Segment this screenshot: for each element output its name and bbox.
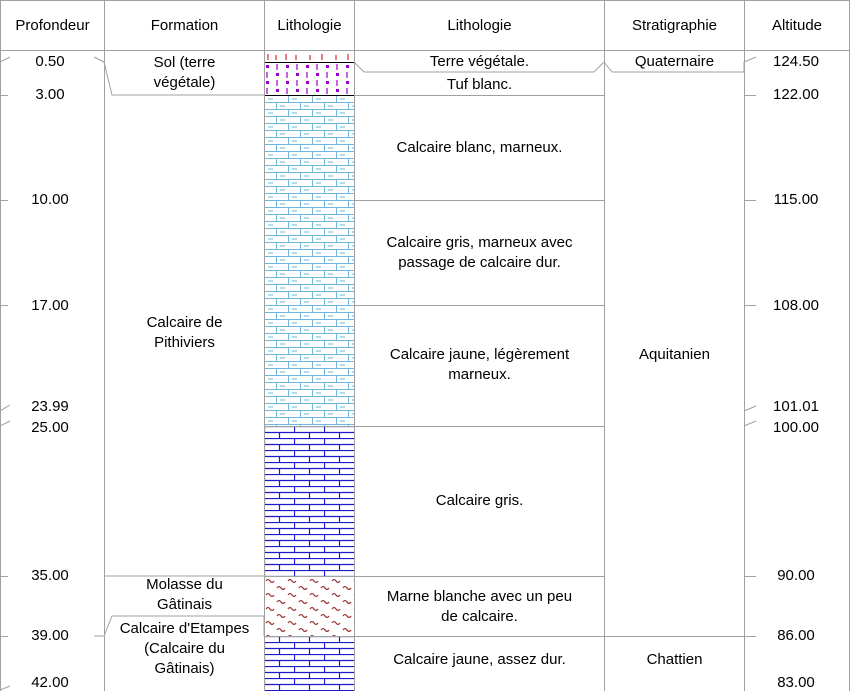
depth-label: 0.50 — [35, 53, 65, 70]
formation-etampes: Calcaire d'Etampes (Calcaire du Gâtinais) — [119, 620, 250, 677]
lithology-description: Calcaire blanc, marneux. — [396, 139, 563, 156]
litho-marl — [265, 576, 354, 636]
header-depth: Profondeur — [15, 16, 90, 34]
litho-marly-limestone — [265, 95, 354, 426]
depth-label: 25.00 — [31, 419, 69, 436]
lithology-description: Calcaire jaune, assez dur. — [393, 651, 566, 668]
altitude-label: 124.50 — [773, 53, 819, 70]
depth-label: 35.00 — [31, 567, 69, 584]
altitude-label: 108.00 — [773, 297, 819, 314]
header-altitude: Altitude — [771, 16, 823, 34]
litho-tuf — [265, 62, 354, 95]
altitude-label: 90.00 — [777, 567, 815, 584]
stratigraphy-chattien: Chattien — [646, 651, 703, 668]
litho-limestone-yellow — [265, 636, 354, 691]
altitude-label: 86.00 — [777, 627, 815, 644]
header-lithology-description: Lithologie — [447, 16, 512, 34]
lithology-description: Tuf blanc. — [446, 76, 513, 93]
lithology-description: Calcaire gris. — [435, 492, 524, 509]
depth-label: 10.00 — [31, 191, 69, 208]
header-formation: Formation — [150, 16, 219, 34]
litho-limestone-grey — [265, 426, 354, 576]
altitude-label: 83.00 — [777, 674, 815, 691]
altitude-label: 101.01 — [773, 398, 819, 415]
depth-label: 42.00 — [31, 674, 69, 691]
depth-label: 23.99 — [31, 398, 69, 415]
lithology-description: Marne blanche avec un peu de calcaire. — [386, 588, 573, 625]
altitude-label: 122.00 — [773, 86, 819, 103]
header-stratigraphy: Stratigraphie — [631, 16, 718, 34]
formation-molasse: Molasse du Gâtinais — [146, 576, 223, 613]
depth-label: 3.00 — [35, 86, 65, 103]
lithology-description: Calcaire gris, marneux avec passage de calcaire dur. — [386, 234, 573, 271]
lithology-description: Calcaire jaune, légèrement marneux. — [389, 346, 570, 383]
lithology-column — [265, 54, 354, 691]
depth-label: 39.00 — [31, 627, 69, 644]
altitude-label: 100.00 — [773, 419, 819, 436]
formation-soil: Sol (terre végétale) — [153, 54, 216, 91]
altitude-label: 115.00 — [773, 191, 819, 208]
header-lithology-pattern: Lithologie — [277, 16, 342, 34]
depth-label: 17.00 — [31, 297, 69, 314]
stratigraphy-aquitanien: Aquitanien — [639, 346, 710, 363]
stratigraphy-quaternaire: Quaternaire — [634, 53, 715, 70]
formation-pithiviers: Calcaire de Pithiviers — [146, 314, 223, 351]
lithology-description: Terre végétale. — [429, 53, 530, 70]
